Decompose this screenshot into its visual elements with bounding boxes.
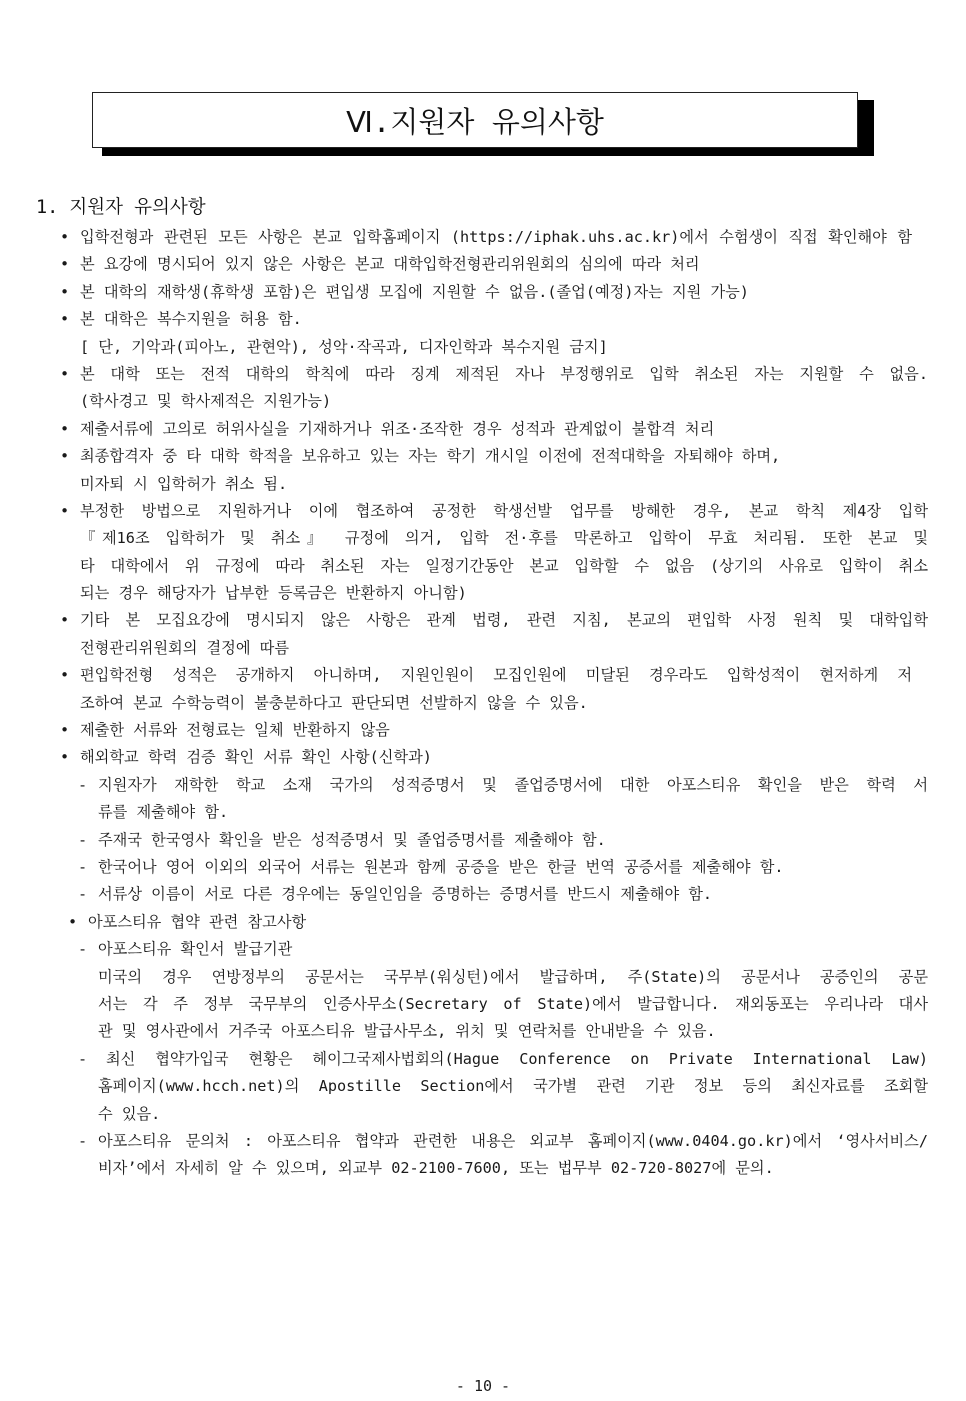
list-item-continuation: 미자퇴 시 입학허가 취소 됨. — [80, 474, 288, 493]
list-item-continuation: 『제16조 입학허가 및 취소』 규정에 의거, 입학 전·후를 막론하고 입학이 무효 처리됨. 또한 본교 및 — [80, 529, 928, 548]
list-item: • 편입학전형 성적은 공개하지 아니하며, 지원인원이 모집인원에 미달된 경우라도 입학성적이 현저하게 저 — [0, 662, 966, 689]
bullet-icon: • — [68, 912, 78, 931]
list-item: • 기타 본 모집요강에 명시되지 않은 사항은 관계 법령, 관련 지침, 본교의 편입학 사정 원칙 및 대학입학 — [0, 607, 966, 634]
dash-marker: - — [78, 1049, 88, 1068]
bullet-icon: • — [60, 228, 70, 246]
dash-marker: - — [78, 1131, 88, 1150]
sub-item-continuation: 수 있음. — [98, 1104, 161, 1123]
list-item-continuation: 전형관리위원회의 결정에 따름 — [80, 638, 290, 657]
sub-item: - 지원자가 재학한 학교 소재 국가의 성적증명서 및 졸업증명서에 대한 아포스티유 확인을 받은 학력 서 — [0, 772, 966, 799]
sub-item: - 아포스티유 문의처 : 아포스티유 협약과 관련한 내용은 외교부 홈페이지(www.0404.go.kr)에서 ‘영사서비스/ — [0, 1128, 966, 1155]
sub-item: - 주재국 한국영사 확인을 받은 성적증명서 및 졸업증명서를 제출해야 함. — [0, 827, 966, 854]
list-item: • 제출서류에 고의로 허위사실을 기재하거나 위조·조작한 경우 성적과 관계없이 불합격 처리 — [0, 416, 966, 443]
bullet-icon: • — [60, 666, 70, 685]
list-item: • 입학전형과 관련된 모든 사항은 본교 입학홈페이지 (https://iphak.uhs.ac.kr)에서 수험생이 직접 확인해야 함 — [0, 224, 966, 251]
sub-item: - 서류상 이름이 서로 다른 경우에는 동일인임을 증명하는 증명서를 반드시 제출해야 함. — [0, 881, 966, 908]
dash-marker: - — [78, 940, 88, 959]
bullet-icon: • — [60, 419, 70, 438]
sub-item: - 최신 협약가입국 현황은 헤이그국제사법회의(Hague Conference on Private International Law) — [0, 1046, 966, 1073]
sub-item-continuation: 서는 각 주 정부 국무부의 인증사무소(Secretary of State)에서 발급합니다. 재외동포는 우리나라 대사 — [98, 994, 928, 1013]
list-item: • 제출한 서류와 전형료는 일체 반환하지 않음 — [0, 717, 966, 744]
notice-list — [0, 224, 966, 1183]
sub-item-continuation: 관 및 영사관에서 거주국 아포스티유 발급사무소, 위치 및 연락처를 안내받을 수 있음. — [98, 1022, 716, 1041]
dash-marker: - — [78, 857, 88, 876]
list-item: • 해외학교 학력 검증 확인 서류 확인 사항(신학과) — [0, 744, 966, 771]
sub-item: - 아포스티유 확인서 발급기관 — [0, 936, 966, 963]
dash-marker: - — [78, 830, 88, 849]
section-heading: 1. 지원자 유의사항 — [36, 197, 206, 218]
dash-marker: - — [78, 885, 88, 904]
sub-item-continuation: 홈페이지(www.hcch.net)의 Apostille Section에서 국가별 관련 기관 정보 등의 최신자료를 조회할 — [98, 1077, 928, 1096]
list-item: • 본 대학의 재학생(휴학생 포함)은 편입생 모집에 지원할 수 없음.(졸업(예정)자는 지원 가능) — [0, 279, 966, 306]
dash-marker: - — [78, 775, 88, 794]
page-title: Ⅵ.지원자 유의사항 — [92, 92, 858, 148]
list-item-continuation: 조하여 본교 수학능력이 불충분하다고 판단되면 선발하지 않을 수 있음. — [80, 693, 588, 712]
bullet-icon: • — [60, 748, 70, 767]
title-frame — [92, 92, 874, 156]
bullet-icon: • — [60, 282, 70, 301]
page-number: - 10 - — [455, 1377, 511, 1395]
bullet-icon: • — [60, 364, 70, 383]
list-item: • 본 요강에 명시되어 있지 않은 사항은 본교 대학입학전형관리위원회의 심의에 따라 처리 — [0, 251, 966, 278]
list-item-continuation: 타 대학에서 위 규정에 따라 취소된 자는 일정기간동안 본교 입학할 수 없음 (상기의 사유로 입학이 취소 — [80, 556, 928, 575]
sub-item-continuation: 미국의 경우 연방정부의 공문서는 국무부(워싱턴)에서 발급하며, 주(State)의 공문서나 공증인의 공문 — [98, 967, 928, 986]
list-item-continuation: [ 단, 기악과(피아노, 관현악), 성악·작곡과, 디자인학과 복수지원 금지] — [80, 337, 608, 356]
bullet-icon: • — [60, 721, 70, 740]
list-item: • 부정한 방법으로 지원하거나 이에 협조하여 공정한 학생선발 업무를 방해한 경우, 본교 학칙 제4장 입학 — [0, 498, 966, 525]
sub-item-continuation: 류를 제출해야 함. — [98, 803, 229, 822]
bullet-icon: • — [60, 611, 70, 630]
list-item-continuation: (학사경고 및 학사제적은 지원가능) — [80, 392, 332, 411]
bullet-icon: • — [60, 255, 70, 274]
list-item: • 본 대학은 복수지원을 허용 함. — [0, 306, 966, 333]
bullet-icon: • — [60, 501, 70, 520]
list-item: • 최종합격자 중 타 대학 학적을 보유하고 있는 자는 학기 개시일 이전에 전적대학을 자퇴해야 하며, — [0, 443, 966, 470]
list-item: • 아포스티유 협약 관련 참고사항 — [0, 909, 966, 936]
list-item-continuation: 되는 경우 해당자가 납부한 등록금은 반환하지 아니함) — [80, 584, 467, 603]
sub-item: - 한국어나 영어 이외의 외국어 서류는 원본과 함께 공증을 받은 한글 번역 공증서를 제출해야 함. — [0, 854, 966, 881]
list-item: • 본 대학 또는 전적 대학의 학칙에 따라 징계 제적된 자나 부정행위로 입학 취소된 자는 지원할 수 없음. — [0, 361, 966, 388]
bullet-icon: • — [60, 447, 70, 466]
sub-item-continuation: 비자’에서 자세히 알 수 있으며, 외교부 02-2100-7600, 또는 법무부 02-720-8027에 문의. — [98, 1159, 774, 1178]
bullet-icon: • — [60, 310, 70, 329]
